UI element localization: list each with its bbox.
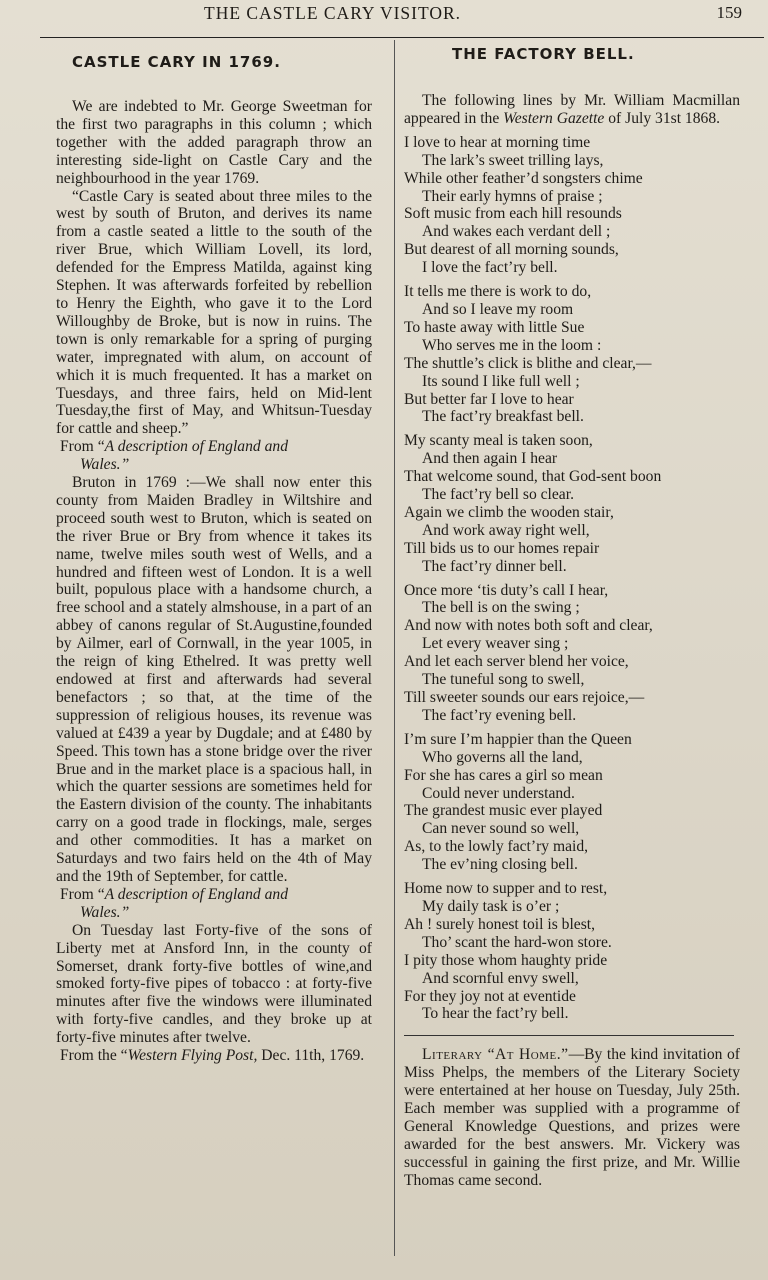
poem-stanza	[404, 134, 740, 277]
sons-of-liberty-paragraph: On Tuesday last Forty-five of the sons of Liberty met at Ansford Inn, in the county of Somerset, drank forty-five bottles of wine,and smoked forty-five pipes of tobacco : at forty-five minutes after five the windows were illuminated with forty-five candles, and they broke up at forty-five minutes after twelve.	[56, 921, 372, 1047]
poem	[404, 134, 740, 1024]
poem-line: And let each server blend her voice,	[404, 653, 629, 671]
poem-line: I pity those whom haughty pride	[404, 951, 608, 969]
poem-stanza	[404, 432, 740, 575]
intro-text-b: of July 31st 1868.	[604, 109, 721, 127]
poem-line: Its sound I like full well ;	[422, 372, 580, 390]
section-rule	[404, 1035, 734, 1036]
poem-line: It tells me there is work to do,	[404, 283, 592, 301]
source-3-title: Western Flying Post,	[127, 1047, 258, 1065]
poem-line: But better far I love to hear	[404, 390, 574, 408]
source-3-suffix: Dec. 11th, 1769.	[257, 1047, 365, 1065]
poem-line: Till bids us to our homes repair	[404, 539, 600, 557]
right-article	[404, 92, 740, 1190]
notice-lead: Literary “At Home.”	[422, 1046, 569, 1064]
poem-line: That welcome sound, that God-sent boon	[404, 468, 662, 486]
poem-line: My scanty meal is taken soon,	[404, 432, 593, 450]
poem-line: The ev’ning closing bell.	[422, 856, 578, 874]
poem-line: I love the fact’ry bell.	[422, 259, 558, 277]
column-divider	[394, 40, 395, 1256]
running-title: THE CASTLE CARY VISITOR.	[204, 3, 462, 23]
poem-stanza	[404, 582, 740, 725]
notice-body: —By the kind invitation of Miss Phelps, the members of the Literary Society were entertained at her house on Tuesday, July 25th. Each member was supplied with a programme of General Knowledge Questions, and prizes were awarded for the best answers. Mr. Vickery was successful in gaining the first prize, and Mr. Willie Thomas came second.	[404, 1046, 740, 1189]
source-2-continuation: Wales.”	[80, 903, 130, 921]
poem-line: To haste away with little Sue	[404, 318, 585, 336]
poem-line: And wakes each verdant dell ;	[422, 223, 611, 241]
poem-line: For they joy not at eventide	[404, 987, 576, 1005]
source-3-prefix: From the “	[60, 1047, 128, 1065]
source-citation-1	[56, 438, 372, 456]
poem-line: Ah ! surely honest toil is blest,	[404, 915, 596, 933]
poem-line: Who governs all the land,	[422, 748, 583, 766]
source-1-title: A description of England and	[104, 438, 288, 456]
poem-line: Till sweeter sounds our ears rejoice,—	[404, 689, 645, 706]
poem-line: Who serves me in the loom :	[422, 336, 602, 354]
intro-text-a: The following lines by Mr. William Macmillan appeared in the	[404, 92, 740, 127]
poem-line: My daily task is o’er ;	[422, 897, 560, 915]
poem-line: The lark’s sweet trilling lays,	[422, 151, 604, 169]
poem-line: And then again I hear	[422, 450, 558, 468]
source-citation-2	[56, 886, 372, 904]
poem-line: As, to the lowly fact’ry maid,	[404, 838, 589, 856]
intro-paragraph: We are indebted to Mr. George Sweetman for the first two paragraphs in this column ; which together with the added paragraph throw an interesting side-light on Castle Cary and the neighbourhood in the year 1769.	[56, 98, 372, 187]
poem-line: To hear the fact’ry bell.	[422, 1005, 569, 1023]
source-2-prefix: From “	[60, 885, 105, 903]
bruton-paragraph: Bruton in 1769 :—We shall now enter this county from Maiden Bradley in Wiltshire and proceed south west to Bruton, which is seated on the river Brue or Bry from whence it takes its name, twelve miles south west of Wells, and a hundred and fifteen west of London. It is a well built, populous place with a handsome church, a free school and a stately almshouse, in a part of an abbey of canons regular of St.Augustine,founded by Ailmer, earl of Cornwall, in the year 1005, in the reign of king Ethelred. It was pretty well endowed at first and afterwards had several benefactors ; so that, at the time of the suppression of religious houses, its revenue was valued at £439 a year by Dugdale; and at £480 by Speed. This town has a stone bridge over the river Brue and in the market place is a spacious hall, in which the quarter sessions are sometimes held for the Eastern division of the county. The inhabitants carry on a good trade in flockings, male, serges and other commodities. It has a market on Saturdays and two fairs held on the 4th of May and the 19th of September, for cattle.	[56, 474, 372, 885]
source-1-continuation: Wales.”	[80, 456, 130, 474]
poem-stanza	[404, 731, 740, 874]
poem-line: I’m sure I’m happier than the Queen	[404, 730, 632, 748]
page-number: 159	[716, 3, 742, 22]
poem-line: Soft music from each hill resounds	[404, 205, 622, 223]
running-header	[0, 3, 768, 25]
literary-notice	[404, 1046, 740, 1189]
poem-line: I love to hear at morning time	[404, 133, 591, 151]
poem-line: Their early hymns of praise ;	[422, 187, 603, 205]
poem-line: Can never sound so well,	[422, 820, 580, 838]
source-1-prefix: From “	[60, 438, 105, 456]
poem-line: Tho’ scant the hard-won store.	[422, 933, 612, 951]
source-2-title: A description of England and	[104, 885, 288, 903]
poem-line: And so I leave my room	[422, 300, 574, 318]
poem-line: Could never understand.	[422, 784, 575, 802]
poem-line: Home now to supper and to rest,	[404, 880, 608, 898]
right-article-heading: THE FACTORY BELL.	[452, 45, 635, 63]
poem-line: For she has cares a girl so mean	[404, 766, 603, 784]
poem-introduction	[404, 92, 740, 128]
source-citation-3	[56, 1047, 372, 1065]
poem-line: Once more ‘tis duty’s call I hear,	[404, 581, 609, 599]
poem-line: While other feather’d songsters chime	[404, 169, 643, 187]
poem-line: The fact’ry dinner bell.	[422, 557, 567, 575]
poem-line: The fact’ry bell so clear.	[422, 486, 574, 504]
castle-cary-quote: “Castle Cary is seated about three miles to the west by south of Bruton, and derives its name from a castle seated a little to the south of the river Brue, which William Lovell, its lord, defended for the Empress Matilda, against king Stephen. It was afterwards forfeited by rebellion to Henry the Eighth, who gave it to the Lord Willoughby de Broke, but is now in ruins. The town is only remarkable for a spring of purging water, impregnated with alum, on account of which it is much frequented. It has a market on Tuesdays, and three fairs, held on Mid-lent Tuesday,the first of May, and Whitsun-Tuesday for cattle and sheep.”	[56, 187, 372, 438]
poem-stanza	[404, 283, 740, 426]
poem-line: Let every weaver sing ;	[422, 635, 569, 653]
poem-line: Again we climb the wooden stair,	[404, 503, 614, 521]
poem-line: But dearest of all morning sounds,	[404, 241, 619, 259]
left-article	[56, 98, 372, 1065]
poem-line: And scornful envy swell,	[422, 969, 579, 987]
poem-line: And work away right well,	[422, 521, 590, 539]
poem-line: The tuneful song to swell,	[422, 671, 585, 689]
poem-line: The shuttle’s click is blithe and clear,—	[404, 354, 652, 372]
header-rule	[40, 37, 764, 38]
intro-newspaper-title: Western Gazette	[503, 109, 605, 127]
poem-line: And now with notes both soft and clear,	[404, 617, 653, 635]
poem-line: The bell is on the swing ;	[422, 599, 580, 617]
poem-line: The grandest music ever played	[404, 802, 603, 820]
left-article-heading: CASTLE CARY IN 1769.	[72, 53, 281, 71]
poem-line: The fact’ry breakfast bell.	[422, 408, 584, 426]
poem-stanza	[404, 880, 740, 1023]
poem-line: The fact’ry evening bell.	[422, 706, 577, 724]
